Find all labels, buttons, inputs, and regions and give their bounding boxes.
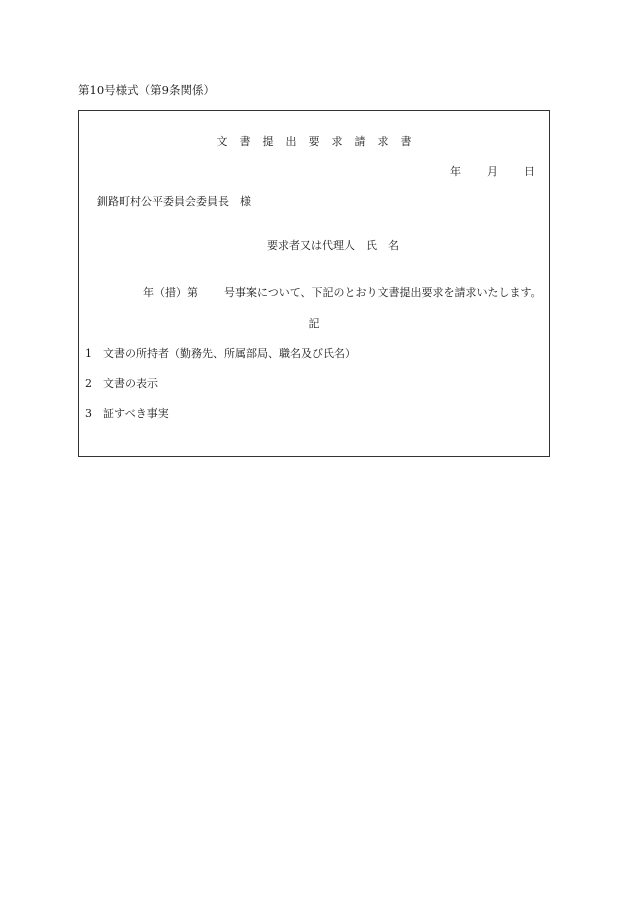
item-number: 3 — [85, 407, 92, 420]
request-statement — [143, 287, 542, 298]
requester-name-line: 要求者又は代理人 氏 名 — [267, 239, 399, 252]
item-label: 文書の所持者（勤務先、所属部局、職名及び氏名） — [103, 347, 356, 360]
form-number: 第10号様式（第9条関係） — [78, 83, 215, 97]
statement-body: 号事案について、下記のとおり文書提出要求を請求いたします。 — [224, 286, 542, 299]
list-item — [85, 378, 158, 389]
statement-prefix: 年（措）第 — [143, 286, 198, 299]
date-line — [450, 166, 535, 177]
list-item — [85, 408, 169, 419]
day-unit: 日 — [524, 165, 535, 178]
document-title: 文書提出要求請求書 — [216, 135, 424, 148]
month-unit: 月 — [487, 165, 498, 178]
ki-heading: 記 — [308, 317, 320, 330]
list-item — [85, 348, 356, 359]
item-number: 2 — [85, 377, 92, 390]
addressee: 釧路町村公平委員会委員長 様 — [97, 195, 251, 208]
item-label: 証すべき事実 — [103, 407, 169, 420]
item-number: 1 — [85, 347, 92, 360]
request-form-frame — [78, 110, 550, 457]
year-unit: 年 — [450, 165, 461, 178]
item-label: 文書の表示 — [103, 377, 158, 390]
